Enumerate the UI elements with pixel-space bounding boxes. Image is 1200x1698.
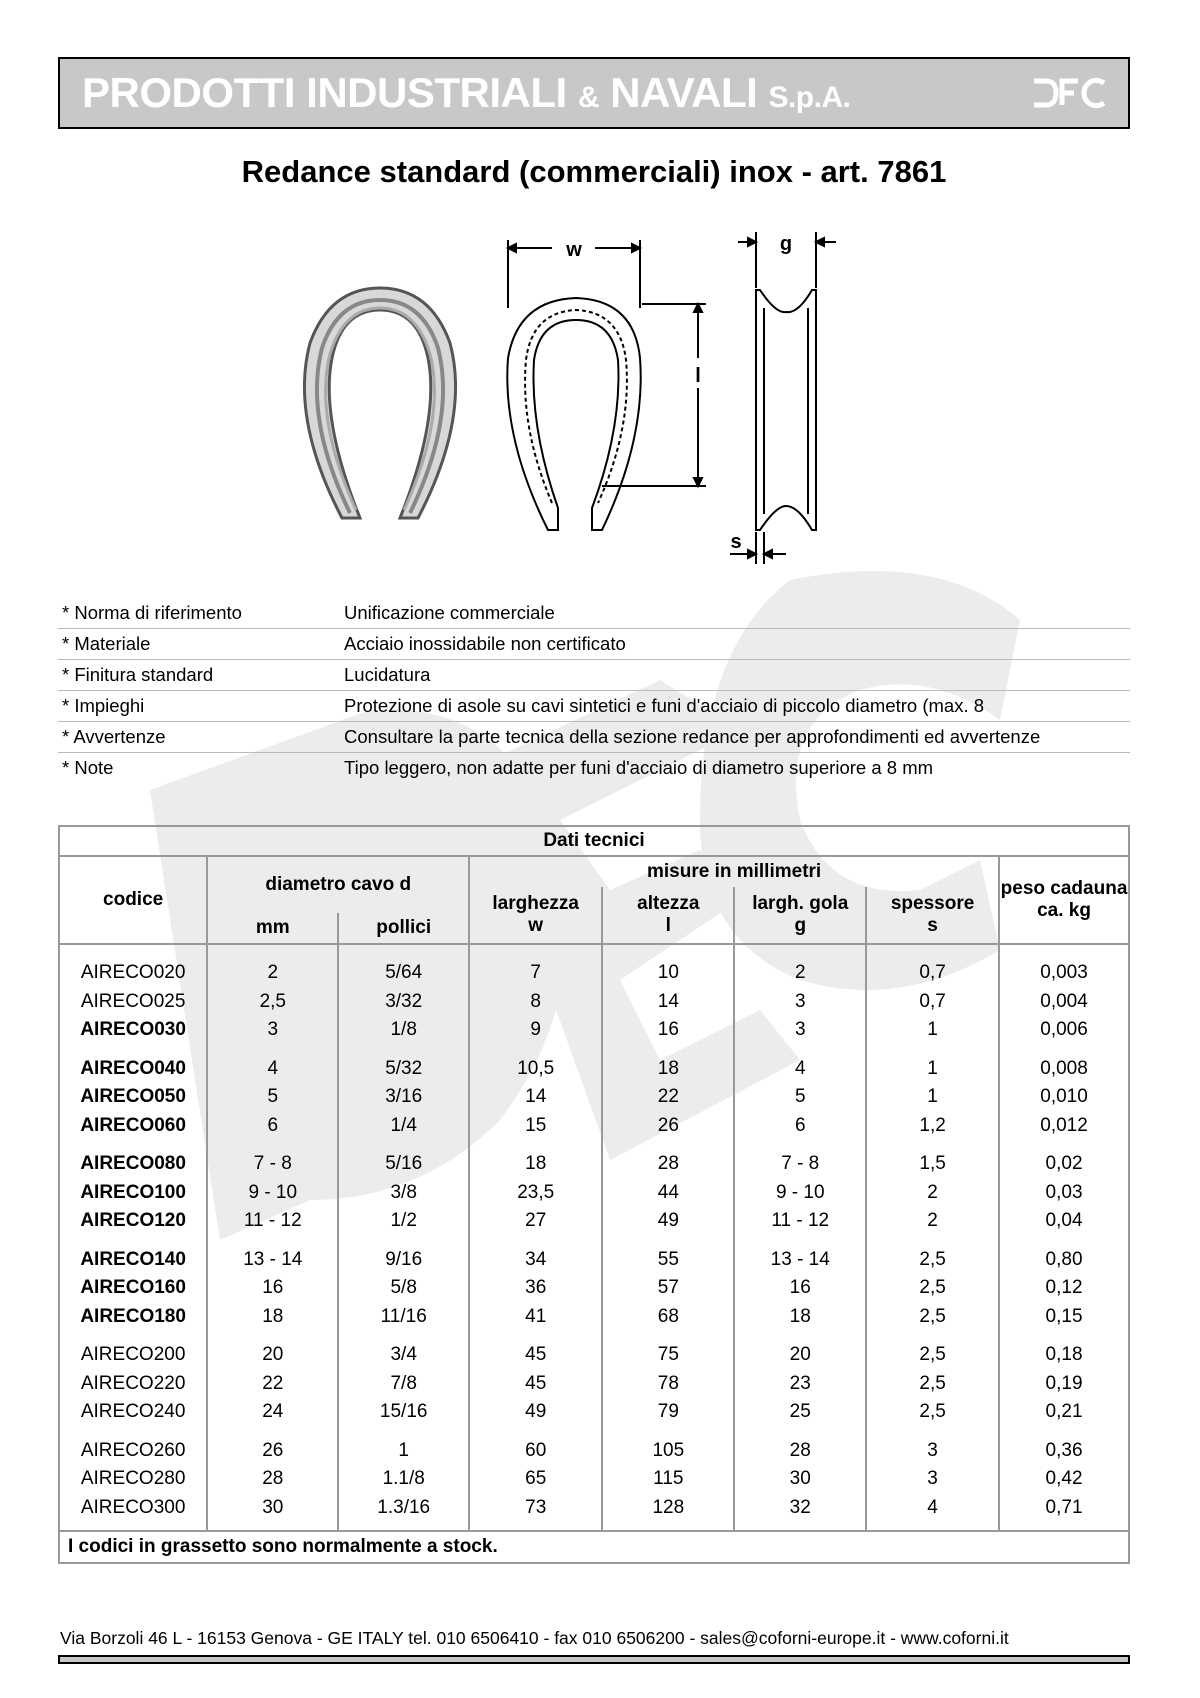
table-cell: 14 (602, 988, 734, 1017)
table-cell: 1 (866, 1016, 999, 1045)
table-cell: 16 (602, 1016, 734, 1045)
spec-row (58, 598, 1130, 629)
table-row (59, 1016, 1129, 1045)
table-cell: 28 (207, 1465, 338, 1494)
table-cell: 1/2 (338, 1207, 469, 1236)
spec-label: * Finitura standard (62, 664, 214, 685)
footer-bar (58, 1655, 1130, 1664)
table-cell: 1 (866, 1083, 999, 1112)
table-cell: 30 (734, 1465, 866, 1494)
table-cell: 2,5 (866, 1370, 999, 1399)
thimble-drawings (290, 233, 930, 568)
company-amp: & (577, 81, 599, 114)
table-cell: 25 (734, 1398, 866, 1427)
technical-data-table (58, 825, 1130, 1564)
table-cell: 7 - 8 (207, 1140, 338, 1179)
table-cell: 3 (734, 988, 866, 1017)
table-cell: 3 (866, 1427, 999, 1466)
table-cell: 11 - 12 (207, 1207, 338, 1236)
table-cell: 115 (602, 1465, 734, 1494)
table-cell: 9 (469, 1016, 602, 1045)
spec-list (58, 598, 1130, 783)
table-cell: 24 (207, 1398, 338, 1427)
table-cell: 2,5 (207, 988, 338, 1017)
table-cell: 6 (207, 1112, 338, 1141)
table-footnote: I codici in grassetto sono normalmente a stock. (59, 1531, 1129, 1563)
table-row (59, 1465, 1129, 1494)
footer-contacts: Via Borzoli 46 L - 16153 Genova - GE ITALY tel. 010 6506410 - fax 010 6506200 - sales@coforni-europe.it - www.coforni.it (60, 1628, 1009, 1648)
table-cell: 0,71 (999, 1494, 1129, 1532)
table-row (59, 1494, 1129, 1532)
table-cell: 1,5 (866, 1140, 999, 1179)
table-cell: 57 (602, 1274, 734, 1303)
table-cell: 45 (469, 1370, 602, 1399)
table-row (59, 988, 1129, 1017)
table-cell: 1,2 (866, 1112, 999, 1141)
table-cell: 0,42 (999, 1465, 1129, 1494)
table-cell: 10 (602, 944, 734, 988)
table-cell: 5/8 (338, 1274, 469, 1303)
table-row (59, 1427, 1129, 1466)
table-cell: 1 (338, 1427, 469, 1466)
table-cell: 18 (469, 1140, 602, 1179)
col-altezza: altezza l (602, 887, 734, 944)
table-cell: 0,18 (999, 1331, 1129, 1370)
table-cell: 2 (207, 944, 338, 988)
table-cell: 1/8 (338, 1016, 469, 1045)
table-cell: 9 - 10 (734, 1179, 866, 1208)
table-cell: 0,010 (999, 1083, 1129, 1112)
spec-row (58, 753, 1130, 783)
table-cell: 0,004 (999, 988, 1129, 1017)
table-cell: 0,03 (999, 1179, 1129, 1208)
table-cell: 26 (602, 1112, 734, 1141)
table-cell: 41 (469, 1303, 602, 1332)
table-cell: 0,7 (866, 944, 999, 988)
spec-value: Lucidatura (344, 664, 431, 685)
table-cell: 20 (207, 1331, 338, 1370)
thimble-side-diagram (730, 232, 836, 564)
table-cell: 49 (469, 1398, 602, 1427)
col-larghezza: larghezza w (469, 887, 602, 944)
table-cell: 15 (469, 1112, 602, 1141)
table-cell: 22 (207, 1370, 338, 1399)
table-cell: 1.3/16 (338, 1494, 469, 1532)
table-cell: AIRECO160 (59, 1274, 207, 1303)
table-cell: 0,003 (999, 944, 1129, 988)
table-cell: 0,21 (999, 1398, 1129, 1427)
table-cell: AIRECO200 (59, 1331, 207, 1370)
table-cell: 3/8 (338, 1179, 469, 1208)
spec-label: * Avvertenze (62, 726, 166, 747)
table-cell: 2 (866, 1179, 999, 1208)
table-cell: 128 (602, 1494, 734, 1532)
table-cell: 0,04 (999, 1207, 1129, 1236)
table-cell: 0,008 (999, 1045, 1129, 1084)
spec-row (58, 660, 1130, 691)
table-cell: 23,5 (469, 1179, 602, 1208)
table-cell: 0,15 (999, 1303, 1129, 1332)
label-l: l (695, 365, 701, 387)
table-cell: 0,012 (999, 1112, 1129, 1141)
table-cell: 14 (469, 1083, 602, 1112)
table-cell: 3/16 (338, 1083, 469, 1112)
spec-row (58, 629, 1130, 660)
table-cell: 79 (602, 1398, 734, 1427)
col-pollici: pollici (338, 913, 469, 944)
table-row (59, 944, 1129, 988)
table-cell: 0,19 (999, 1370, 1129, 1399)
table-row (59, 1398, 1129, 1427)
table-cell: AIRECO140 (59, 1236, 207, 1275)
table-cell: 7 - 8 (734, 1140, 866, 1179)
table-row (59, 1179, 1129, 1208)
col-misure: misure in millimetri (469, 856, 999, 887)
table-cell: 5 (207, 1083, 338, 1112)
table-cell: 2,5 (866, 1236, 999, 1275)
spec-label: * Note (62, 757, 114, 778)
table-cell: 4 (866, 1494, 999, 1532)
table-cell: 2 (866, 1207, 999, 1236)
table-cell: 2,5 (866, 1331, 999, 1370)
table-row (59, 1045, 1129, 1084)
table-cell: 3 (866, 1465, 999, 1494)
table-cell: 4 (207, 1045, 338, 1084)
col-codice: codice (59, 856, 207, 944)
table-cell: AIRECO020 (59, 944, 207, 988)
table-cell: 5/64 (338, 944, 469, 988)
col-diametro: diametro cavo d (207, 856, 469, 913)
spec-label: * Impieghi (62, 695, 145, 716)
company-second: NAVALI (610, 69, 758, 116)
table-cell: 13 - 14 (734, 1236, 866, 1275)
col-peso: peso cadauna ca. kg (999, 856, 1129, 944)
table-cell: 0,7 (866, 988, 999, 1017)
table-cell: 9/16 (338, 1236, 469, 1275)
table-cell: AIRECO180 (59, 1303, 207, 1332)
table-cell: 5/16 (338, 1140, 469, 1179)
table-cell: 2,5 (866, 1303, 999, 1332)
table-cell: 8 (469, 988, 602, 1017)
table-title: Dati tecnici (59, 826, 1129, 856)
table-cell: 11 - 12 (734, 1207, 866, 1236)
table-cell: 32 (734, 1494, 866, 1532)
table-row (59, 1370, 1129, 1399)
table-cell: 3 (734, 1016, 866, 1045)
table-row (59, 1140, 1129, 1179)
table-cell: 49 (602, 1207, 734, 1236)
spec-value: Unificazione commerciale (344, 602, 555, 623)
table-cell: 11/16 (338, 1303, 469, 1332)
company-name (82, 69, 850, 117)
label-g: g (779, 233, 793, 255)
table-cell: 0,80 (999, 1236, 1129, 1275)
table-cell: 18 (602, 1045, 734, 1084)
table-cell: 30 (207, 1494, 338, 1532)
table-cell: AIRECO120 (59, 1207, 207, 1236)
table-cell: AIRECO050 (59, 1083, 207, 1112)
table-cell: 1/4 (338, 1112, 469, 1141)
table-cell: 5 (734, 1083, 866, 1112)
company-suffix: S.p.A. (768, 81, 851, 114)
thimble-photo-icon (304, 288, 455, 518)
table-cell: 23 (734, 1370, 866, 1399)
spec-row (58, 691, 1130, 722)
table-row (59, 1274, 1129, 1303)
company-main: PRODOTTI INDUSTRIALI (82, 69, 567, 116)
table-row (59, 1331, 1129, 1370)
table-row (59, 1112, 1129, 1141)
spec-value: Protezione di asole su cavi sintetici e funi d'acciaio di piccolo diametro (max. 8 (344, 695, 985, 716)
table-cell: 68 (602, 1303, 734, 1332)
table-cell: AIRECO240 (59, 1398, 207, 1427)
spec-label: * Norma di riferimento (62, 602, 242, 623)
table-cell: AIRECO280 (59, 1465, 207, 1494)
table-cell: 4 (734, 1045, 866, 1084)
table-cell: 16 (734, 1274, 866, 1303)
table-cell: 73 (469, 1494, 602, 1532)
table-cell: 105 (602, 1427, 734, 1466)
table-cell: 6 (734, 1112, 866, 1141)
table-cell: 7 (469, 944, 602, 988)
table-cell: AIRECO080 (59, 1140, 207, 1179)
spec-value: Acciaio inossidabile non certificato (344, 633, 626, 654)
company-header (58, 57, 1130, 129)
table-cell: 10,5 (469, 1045, 602, 1084)
table-cell: AIRECO100 (59, 1179, 207, 1208)
table-cell: 44 (602, 1179, 734, 1208)
table-cell: 9 - 10 (207, 1179, 338, 1208)
spec-value: Tipo leggero, non adatte per funi d'acciaio di diametro superiore a 8 mm (344, 757, 934, 778)
table-cell: AIRECO060 (59, 1112, 207, 1141)
spec-row (58, 722, 1130, 753)
table-cell: 2 (734, 944, 866, 988)
label-s: s (730, 531, 742, 553)
table-row (59, 1303, 1129, 1332)
table-cell: AIRECO040 (59, 1045, 207, 1084)
table-cell: 34 (469, 1236, 602, 1275)
spec-value: Consultare la parte tecnica della sezione redance per approfondimenti ed avvertenze (344, 726, 1041, 747)
table-cell: 0,36 (999, 1427, 1129, 1466)
table-cell: 22 (602, 1083, 734, 1112)
col-gola: largh. gola g (734, 887, 866, 944)
table-row (59, 1207, 1129, 1236)
table-cell: 55 (602, 1236, 734, 1275)
table-cell: 0,006 (999, 1016, 1129, 1045)
table-cell: 3/4 (338, 1331, 469, 1370)
table-cell: 0,12 (999, 1274, 1129, 1303)
table-cell: 20 (734, 1331, 866, 1370)
table-cell: AIRECO220 (59, 1370, 207, 1399)
table-cell: 0,02 (999, 1140, 1129, 1179)
table-row (59, 1083, 1129, 1112)
label-w: w (566, 239, 582, 261)
table-row (59, 1236, 1129, 1275)
table-cell: 2,5 (866, 1398, 999, 1427)
table-cell: 26 (207, 1427, 338, 1466)
table-cell: 18 (734, 1303, 866, 1332)
table-cell: 3/32 (338, 988, 469, 1017)
col-spessore: spessore s (866, 887, 999, 944)
table-cell: 28 (734, 1427, 866, 1466)
table-cell: AIRECO025 (59, 988, 207, 1017)
table-cell: 27 (469, 1207, 602, 1236)
spec-label: * Materiale (62, 633, 151, 654)
table-cell: 16 (207, 1274, 338, 1303)
table-cell: 28 (602, 1140, 734, 1179)
thimble-front-diagram (507, 240, 706, 530)
table-cell: AIRECO300 (59, 1494, 207, 1532)
table-cell: 1 (866, 1045, 999, 1084)
table-cell: 15/16 (338, 1398, 469, 1427)
table-cell: 13 - 14 (207, 1236, 338, 1275)
table-cell: AIRECO030 (59, 1016, 207, 1045)
page-title: Redance standard (commerciali) inox - art. 7861 (241, 154, 947, 189)
table-cell: 2,5 (866, 1274, 999, 1303)
table-cell: 65 (469, 1465, 602, 1494)
table-cell: 36 (469, 1274, 602, 1303)
table-cell: 5/32 (338, 1045, 469, 1084)
table-cell: 60 (469, 1427, 602, 1466)
table-cell: AIRECO260 (59, 1427, 207, 1466)
cfc-logo-icon (1030, 77, 1108, 109)
table-cell: 1.1/8 (338, 1465, 469, 1494)
table-cell: 78 (602, 1370, 734, 1399)
table-cell: 45 (469, 1331, 602, 1370)
table-cell: 18 (207, 1303, 338, 1332)
table-cell: 75 (602, 1331, 734, 1370)
table-cell: 7/8 (338, 1370, 469, 1399)
table-cell: 3 (207, 1016, 338, 1045)
col-mm: mm (207, 913, 338, 944)
